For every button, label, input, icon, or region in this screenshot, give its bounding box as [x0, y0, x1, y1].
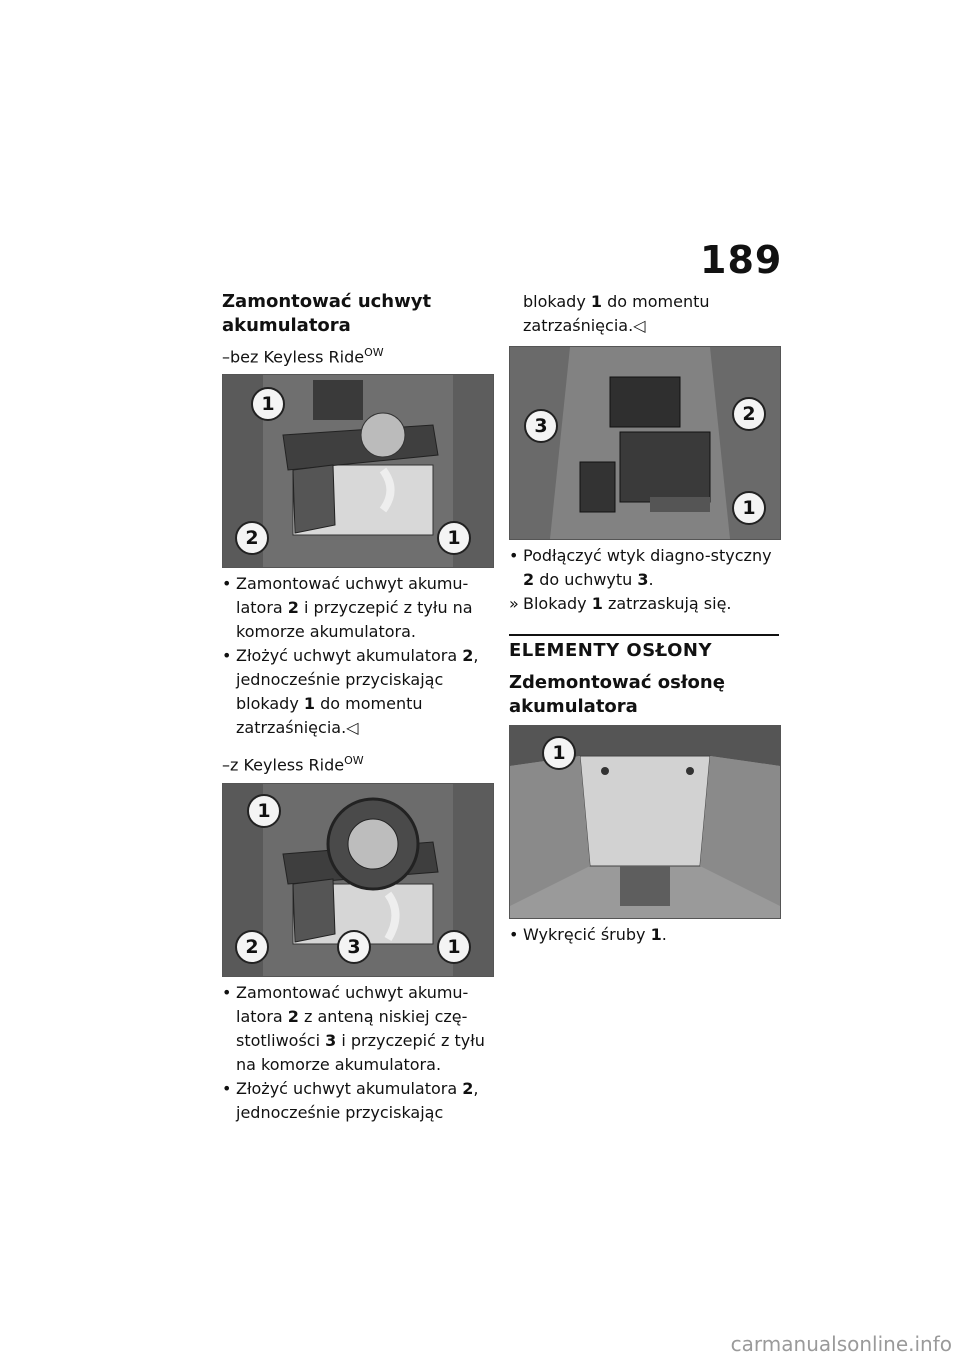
callout-1: 1 [251, 387, 285, 421]
callout-2: 2 [732, 397, 766, 431]
callout-1: 1 [437, 521, 471, 555]
subheading: Zdemontować osłonę akumulatora [509, 672, 725, 717]
variant-sup: OW [364, 346, 384, 359]
callout-3: 3 [524, 409, 558, 443]
variant-label [222, 342, 492, 368]
figure-battery-holder [222, 374, 494, 568]
section-title: ELEMENTY OSŁONY [509, 634, 779, 661]
callout-2: 2 [235, 521, 269, 555]
steps-list [222, 572, 492, 740]
callout-2: 2 [235, 930, 269, 964]
section-heading: Zamontować uchwyt akumulatora [222, 291, 432, 336]
list-item: • Zamontować uchwyt akumu-latora 2 z anteną niskiej czę-stotliwości 3 i przyczepić z tyłu na komorze akumulatora. [222, 982, 485, 1074]
variant-sup: OW [344, 754, 364, 768]
page-number: 189 [700, 238, 783, 282]
callout-1: 1 [732, 491, 766, 525]
list-item: • Podłączyć wtyk diagno-styczny 2 do uchwytu 3. [509, 546, 772, 589]
list-item: • Zamontować uchwyt akumu-latora 2 i przyczepić z tyłu na komorze akumulatora. [222, 574, 473, 642]
callout-1: 1 [542, 736, 576, 770]
list-item: » Blokady 1 zatrzaskują się. [509, 594, 732, 613]
left-column [222, 290, 492, 1125]
callout-3: 3 [337, 930, 371, 964]
variant-label [222, 750, 492, 776]
continued-text: blokady 1 do momentu zatrzaśnięcia.◁ [523, 292, 710, 335]
variant-text: –z Keyless Ride [222, 755, 345, 775]
right-column [509, 290, 779, 947]
figure-battery-holder-antenna [222, 783, 494, 977]
steps-list [509, 544, 779, 616]
watermark: carmanualsonline.info [730, 1332, 952, 1356]
variant-text: –bez Keyless Ride [222, 347, 365, 367]
list-item: • Złożyć uchwyt akumulatora 2, jednocześnie przyciskając blokady 1 do momentu zatrzaśnięcia.◁ [222, 646, 479, 738]
list-item: • Wykręcić śruby 1. [509, 925, 667, 944]
steps-list [509, 923, 779, 947]
list-item: • Złożyć uchwyt akumulatora 2, jednocześnie przyciskając [222, 1078, 479, 1122]
figure-battery-cover [509, 725, 781, 919]
steps-list [222, 981, 492, 1125]
figure-diagnostic-plug [509, 346, 781, 540]
callout-1: 1 [437, 930, 471, 964]
callout-1: 1 [247, 794, 281, 828]
